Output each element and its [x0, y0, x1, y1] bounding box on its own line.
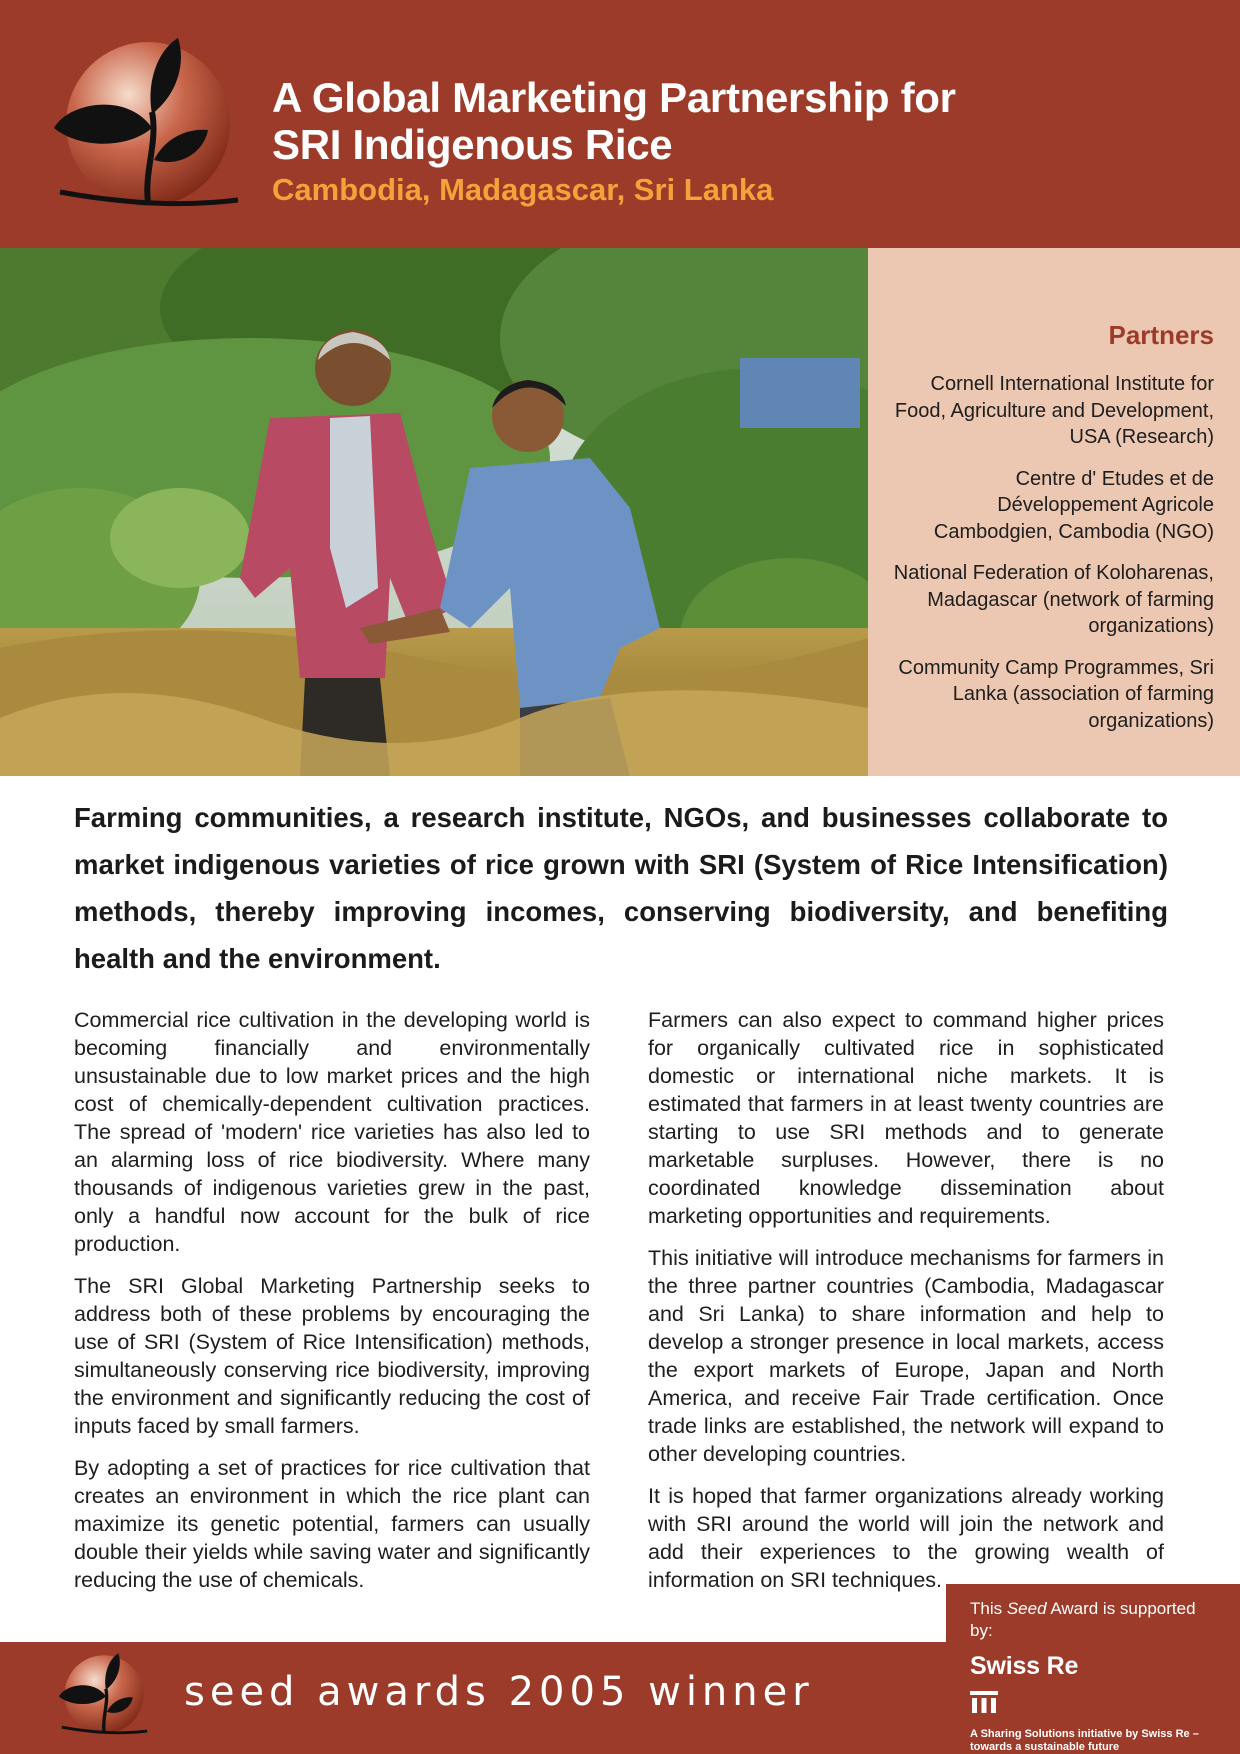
body-paragraph: It is hoped that farmer organizations already working with SRI around the world will join the network and add their experiences to the growing wealth of information on SRI techniques. — [648, 1484, 1164, 1592]
partners-heading: Partners — [1108, 320, 1214, 350]
partner-item: Community Camp Programmes, Sri Lanka (association of farming organizations) — [898, 656, 1214, 732]
body-paragraph: By adopting a set of practices for rice cultivation that creates an environment in which the rice plant can maximize its genetic potential, farmers can usually double their yields while saving water and significantly reducing the use of chemicals. — [74, 1456, 590, 1592]
swissre-brand: Swiss Re — [970, 1652, 1079, 1680]
lead-paragraph: Farming communities, a research institute, NGOs, and businesses collaborate to market indigenous varieties of rice grown with SRI (System of Rice Intensification) methods, thereby improving incomes, conserving biodiversity, and benefiting health and the environment. — [74, 802, 1168, 974]
body-paragraph: The SRI Global Marketing Partnership seeks to address both of these problems by encouraging the use of SRI (System of Rice Intensification) methods, simultaneously conserving rice biodiversity, improving the environment and significantly reducing the cost of inputs faced by small farmers. — [74, 1274, 590, 1438]
body-column-right — [648, 1006, 1164, 1608]
body-paragraph: This initiative will introduce mechanisms for farmers in the three partner countries (Cambodia, Madagascar and Sri Lanka) to share information and help to develop a stronger presence in local markets, access the export markets of Europe, Japan and North America, and receive Fair Trade certification. Once trade links are established, the network will expand to other developing countries. — [648, 1246, 1164, 1466]
body-paragraph: Farmers can also expect to command higher prices for organically cultivated rice in sophisticated domestic or international niche markets. It is estimated that farmers in at least twenty countries are starting to use SRI methods and to generate marketable surpluses. However, there is no coordinated knowledge dissemination about marketing opportunities and requirements. — [648, 1008, 1164, 1228]
seedling-globe-icon — [48, 32, 248, 222]
partner-item: National Federation of Koloharenas, Madagascar (network of farming organizations) — [893, 562, 1214, 637]
sponsor-statement: This Seed Award is supported by: — [970, 1599, 1196, 1640]
header-banner — [0, 0, 1240, 248]
footer-award-text: seed awards 2005 winner — [184, 1669, 814, 1715]
page-subtitle: Cambodia, Madagascar, Sri Lanka — [272, 172, 774, 207]
sponsor-box — [946, 1584, 1240, 1754]
sponsor-tagline: A Sharing Solutions initiative by Swiss Re – towards a sustainable future — [970, 1728, 1199, 1753]
body-column-left — [74, 1006, 590, 1608]
partner-item: Centre d' Etudes et de Développement Agricole Cambodgien, Cambodia (NGO) — [933, 467, 1214, 543]
page-title: A Global Marketing Partnership for SRI Indigenous Rice — [272, 74, 956, 168]
swissre-logo-icon — [970, 1691, 998, 1713]
body-paragraph: Commercial rice cultivation in the developing world is becoming financially and environmentally unsustainable due to low market prices and the high cost of chemically-dependent cultivation practices. The spread of 'modern' rice varieties has also led to an alarming loss of rice biodiversity. Where many thousands of indigenous varieties grew in the past, only a handful now account for the bulk of rice production. — [74, 1008, 590, 1256]
seedling-globe-icon — [56, 1650, 152, 1742]
farmers-photo — [0, 248, 868, 776]
partners-panel — [868, 248, 1240, 776]
footer-banner — [0, 1642, 946, 1754]
partner-item: Cornell International Institute for Food, Agriculture and Development, USA (Research) — [894, 373, 1214, 448]
